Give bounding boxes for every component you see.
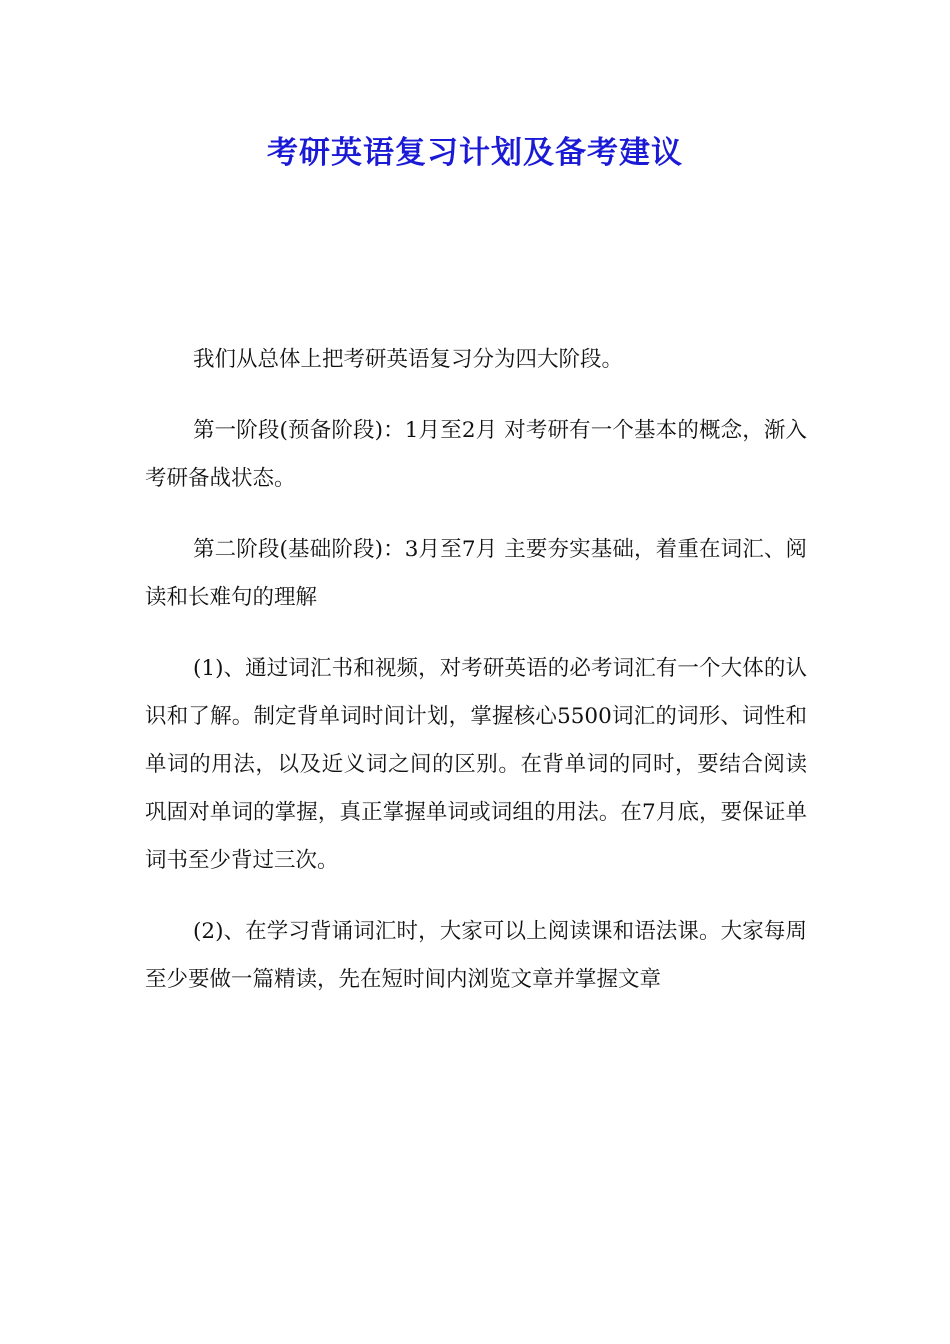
document-body [145, 336, 807, 1027]
paragraph-stage-two: 第二阶段(基础阶段)：3月至7月 主要夯实基础，着重在词汇、阅读和长难句的理解 [145, 537, 807, 610]
paragraph-vocabulary: (1)、通过词汇书和视频，对考研英语的必考词汇有一个大体的认识和了解。制定背单词时间计划，掌握核心5500词汇的词形、词性和单词的用法，以及近义词之间的区别。在背单词的同时，要结合阅读巩固对单词的掌握，真正掌握单词或词组的用法。在7月底，要保证单词书至少背过三次。 [145, 656, 807, 873]
paragraph-stage-one: 第一阶段(预备阶段)：1月至2月 对考研有一个基本的概念，渐入考研备战状态。 [145, 418, 807, 491]
paragraph-intro: 我们从总体上把考研英语复习分为四大阶段。 [193, 347, 624, 372]
paragraph-reading: (2)、在学习背诵词汇时，大家可以上阅读课和语法课。大家每周至少要做一篇精读，先在短时间内浏览文章并掌握文章 [145, 919, 807, 992]
document-title: 考研英语复习计划及备考建议 [267, 135, 683, 171]
